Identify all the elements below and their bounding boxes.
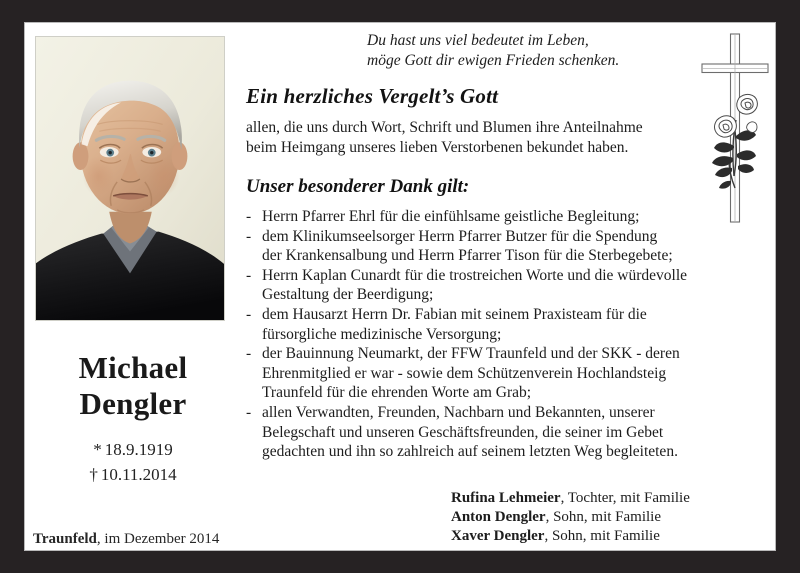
signature-block (451, 489, 776, 546)
cross-with-roses-icon (693, 28, 776, 228)
signatory-name: Xaver Dengler (451, 528, 545, 544)
signatory-relation: , Tochter, mit Familie (560, 490, 690, 506)
signature-line (451, 508, 776, 527)
cross-with-roses-svg (693, 28, 776, 228)
death-date-line (25, 462, 241, 487)
death-date: 10.11.2014 (100, 465, 177, 484)
thanks-item-dash: - (246, 403, 252, 421)
thanks-item-line: Gestaltung der Beerdigung; (262, 286, 434, 304)
thanks-item-dash: - (246, 305, 252, 323)
thanks-item-line: Herrn Pfarrer Ehrl für die einfühlsame geistliche Begleitung; (262, 208, 640, 225)
thanks-item (246, 305, 756, 344)
notice-month-year: , im Dezember 2014 (96, 531, 220, 547)
deceased-first-name: Michael (78, 350, 188, 385)
birth-star-icon: * (93, 440, 102, 459)
thanks-headline: Ein herzliches Vergelt’s Gott (246, 84, 499, 108)
thanks-item-line: dem Hausarzt Herrn Dr. Fabian mit seinem Praxisteam für die (262, 305, 647, 323)
deceased-dates (25, 437, 241, 487)
signatory-name: Anton Dengler (451, 509, 546, 525)
signatory-name: Rufina Lehmeier (451, 490, 561, 506)
thanks-item-line: Traunfeld für die ehrenden Worte am Grab; (262, 384, 532, 402)
left-column (25, 23, 251, 551)
memorial-verse (367, 31, 697, 71)
thanks-item (246, 403, 756, 462)
notice-page (24, 22, 776, 551)
thanks-item-line: dem Klinikumseelsorger Herrn Pfarrer Butzer für die Spendung (262, 227, 658, 245)
thanks-item-line: gedachten und ihn so zahlreich auf seinem letzten Weg begleiteten. (262, 443, 678, 461)
deceased-name (25, 350, 241, 422)
thanks-item-dash: - (246, 227, 252, 245)
thanks-item-dash: - (246, 266, 252, 284)
main-column (241, 23, 776, 551)
intro-line-1: allen, die uns durch Wort, Schrift und Blumen ihre Anteilnahme (246, 119, 643, 136)
birth-date-line (25, 437, 241, 462)
special-thanks-headline: Unser besonderer Dank gilt: (246, 176, 470, 197)
thanks-item (246, 266, 756, 305)
thanks-item-dash: - (246, 345, 252, 363)
signatory-relation: , Sohn, mit Familie (545, 509, 662, 525)
thanks-item (246, 227, 756, 266)
birth-date: 18.9.1919 (104, 440, 173, 459)
place-name: Traunfeld (33, 531, 97, 547)
thanks-item-line: Ehrenmitglied er war - sowie dem Schützenverein Hochlandsteig (262, 364, 667, 382)
signatory-relation: , Sohn, mit Familie (544, 528, 660, 544)
thanks-item-line: fürsorgliche medizinische Versorgung; (262, 325, 502, 343)
death-cross-icon: † (89, 465, 98, 484)
thanks-list (246, 207, 756, 462)
intro-paragraph (246, 118, 704, 158)
thanks-item-line: der Bauinnung Neumarkt, der FFW Traunfeld und der SKK - deren (262, 345, 680, 363)
thanks-item-dash: - (246, 208, 252, 225)
thanks-item-line: Herrn Kaplan Cunardt für die trostreichen Worte und die würdevolle (262, 266, 688, 284)
thanks-item (246, 207, 756, 227)
signature-line (451, 527, 776, 546)
portrait-illustration (36, 37, 224, 320)
signature-line (451, 489, 776, 508)
portrait-photo (35, 36, 225, 321)
thanks-item-line: allen Verwandten, Freunden, Nachbarn und Bekannten, unserer (262, 403, 655, 421)
thanks-item-line: Belegschaft und unseren Geschäftsfreunden, die seiner im Gebet (262, 423, 664, 441)
verse-line-1: Du hast uns viel bedeutet im Leben, (367, 32, 589, 49)
thanks-item (246, 344, 756, 403)
deceased-last-name: Dengler (79, 386, 187, 421)
place-date-line (33, 531, 263, 548)
thanks-item-line: der Krankensalbung und Herrn Pfarrer Tison für die Sterbegebete; (262, 247, 673, 265)
intro-line-2: beim Heimgang unseres lieben Verstorbenen bekundet haben. (246, 139, 629, 156)
verse-line-2: möge Gott dir ewigen Frieden schenken. (367, 52, 620, 69)
